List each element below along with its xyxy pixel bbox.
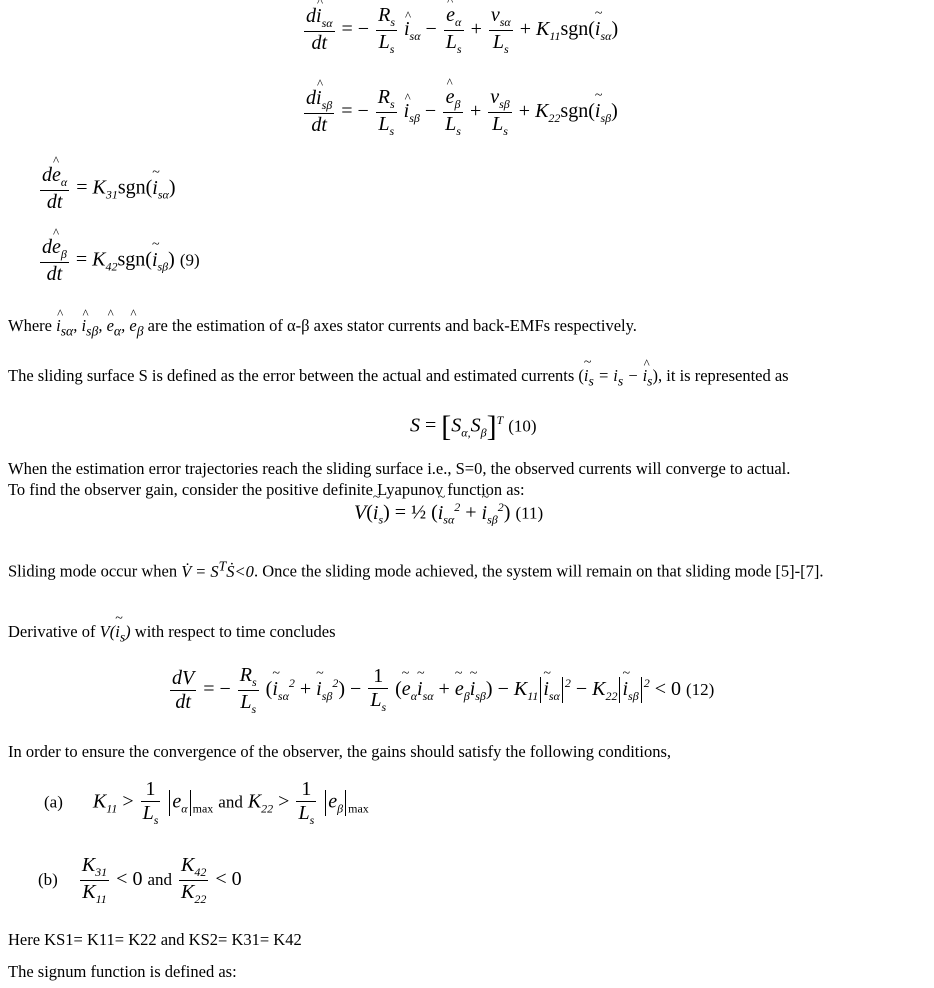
where-paragraph: Where ^ $i_{s\alpha}$, ^ $i_{s\beta}$, ^ $e_\alpha$, ^ $e_\beta$ are the estimation of α-β axes stator currents and back-EMFs respectively. bbox=[8, 316, 637, 339]
equation-de-beta: $\frac{d\^{} e_\beta}{dt}$ = $K_{42}sgn(\sim$ $i_{s\beta}$) (9) bbox=[38, 236, 200, 286]
and-word: and bbox=[147, 869, 172, 889]
condition-a-label: (a) bbox=[44, 792, 63, 812]
where-prefix: Where bbox=[8, 316, 52, 335]
derivative-prefix: Derivative of bbox=[8, 622, 96, 641]
max-label: max bbox=[348, 801, 369, 816]
derivative-paragraph: Derivative of V(~ $i_s$) with respect to time concludes bbox=[8, 622, 336, 645]
condition-b: (b) $\frac{K_{31}}{K_{11}}$ < 0 and $\frac{K_{42}}{K_{22}}$ < 0 bbox=[38, 854, 242, 906]
sliding-surface-prefix: The sliding surface S is defined as the error between the actual and estimated currents ( bbox=[8, 366, 584, 385]
where-suffix: are the estimation of α-β axes stator currents and back-EMFs respectively. bbox=[147, 316, 637, 335]
derivative-suffix: with respect to time concludes bbox=[134, 622, 336, 641]
sliding-surface-paragraph: The sliding surface S is defined as the error between the actual and estimated currents (~ $i_s = i_s$ − ^ $i_s$), it is represented as bbox=[8, 366, 789, 389]
equation-number: (9) bbox=[179, 250, 200, 270]
condition-a: (a) $K_{11}$ > $\frac{1}{L_s}$ $e_\alpha$ $_{max}$ and $K_{22}$ > $\frac{1}{L_s}$ $e_\beta$ $_{max}$ bbox=[44, 778, 369, 827]
equation-de-alpha: $\frac{d\^{} e_\alpha}{dt}$ = $K_{31}sgn(\sim$ $i_{s\alpha}$) bbox=[38, 164, 175, 214]
sliding-mode-paragraph: Sliding mode occur when V̇ = $S^TṠ<0$. Once the sliding mode achieved, the system will remain on that sliding mode [5]-[7]. bbox=[8, 558, 824, 581]
condition-b-label: (b) bbox=[38, 869, 58, 889]
signum-text: The signum function is defined as: bbox=[8, 962, 237, 981]
equation-lyapunov: V(~ $i_s$) = ½ (~ $i_{s\alpha}^2$ + ~ $i_{s\beta}^2$) (11) bbox=[354, 500, 543, 528]
and-word: and bbox=[218, 792, 243, 812]
sliding-mode-prefix: Sliding mode occur when bbox=[8, 561, 178, 581]
equation-di-s-beta: $\frac{d\^{} i_{s\beta}}{dt}$ = − $\frac{R_s}{L_s}$ ^ $i_{s\beta}$ − ^ $\frac{e_\beta}{L_s}$ + $\frac{v_{s\beta}}{L_s}$ + $K_{22}sgn(\sim$ $i_{s\beta}$) bbox=[302, 86, 618, 139]
convergence-text: In order to ensure the convergence of the observer, the gains should satisfy the following conditions, bbox=[8, 742, 671, 761]
equation-number: (12) bbox=[685, 679, 715, 699]
max-label: max bbox=[192, 801, 214, 816]
estimation-error-text: When the estimation error trajectories reach the sliding surface i.e., S=0, the observed currents will converge to actual. bbox=[8, 459, 791, 478]
sliding-mode-suffix: . Once the sliding mode achieved, the system will remain on that sliding mode [5]-[7]. bbox=[253, 561, 824, 581]
equation-di-s-alpha: $\frac{d\^{} i_{s\alpha}}{dt}$ = − $\frac{R_s}{L_s}$ ^ $i_{s\alpha}$ − ^ $\frac{e_\alpha}{L_s}$ + $\frac{v_{s\alpha}}{L_s}$ + $K_{11}sgn(\sim$ $i_{s\alpha}$) bbox=[302, 4, 618, 57]
sliding-surface-suffix: ), it is represented as bbox=[652, 366, 789, 385]
here-line: Here KS1= K11= K22 and KS2= K31= K42 bbox=[8, 930, 302, 949]
equation-sliding-surface: $S = [S_{\alpha,}S_\beta]^T$ (10) bbox=[410, 410, 537, 443]
equation-dv-dt: $\frac{dV}{dt}$ = − $\frac{R_s}{L_s}$ (~ $i_{s\alpha}^2$ + ~ $i_{s\beta}^2$) − $\frac{1}{L_s}$ (~ $e_\alpha\sim$ $i_{s\alpha}$ + ~ $e_\beta\sim$ $i_{s\beta}$) − $K_{11}\sim$ $i_{s\alpha}^2$ − $K_{22}\sim$ $i_{s\beta}^2 < 0$ (12) bbox=[168, 664, 714, 717]
equation-number: (10) bbox=[508, 416, 537, 436]
equation-number: (11) bbox=[515, 503, 544, 523]
observer-gain-text: To find the observer gain, consider the positive definite Lyapunov function as: bbox=[8, 480, 525, 499]
